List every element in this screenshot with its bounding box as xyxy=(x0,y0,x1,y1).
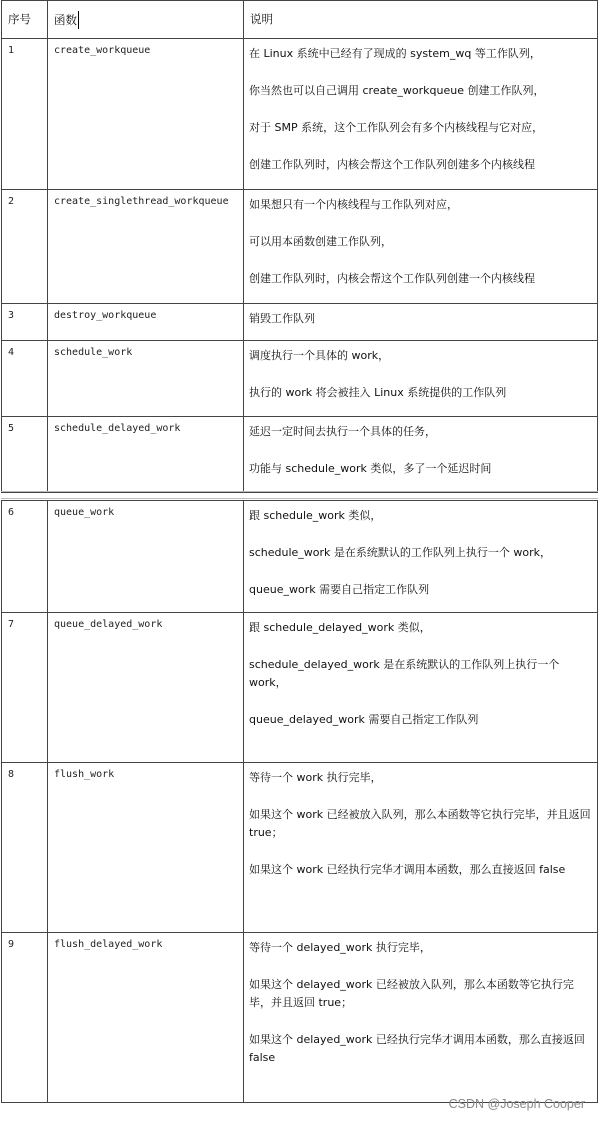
header-function-label: 函数 xyxy=(54,13,77,27)
page-break xyxy=(1,491,598,499)
description-line: schedule_delayed_work 是在系统默认的工作队列上执行一个 work， xyxy=(249,658,560,689)
row-index: 2 xyxy=(2,190,48,304)
row-index: 8 xyxy=(2,763,48,933)
function-name: flush_delayed_work xyxy=(48,933,244,1103)
description-line: 延迟一定时间去执行一个具体的任务， xyxy=(249,425,436,438)
function-table-part-2 xyxy=(1,500,598,1103)
description-line: 创建工作队列时，内核会帮这个工作队列创建多个内核线程 xyxy=(249,158,535,171)
description-line: 跟 schedule_delayed_work 类似， xyxy=(249,621,431,634)
function-name: create_singlethread_workqueue xyxy=(48,190,244,304)
table-row xyxy=(2,304,598,341)
function-description xyxy=(244,39,598,190)
function-name: destroy_workqueue xyxy=(48,304,244,341)
description-line: 对于 SMP 系统，这个工作队列会有多个内核线程与它对应， xyxy=(249,121,544,134)
description-line: 功能与 schedule_work 类似，多了一个延迟时间 xyxy=(249,462,492,475)
function-description xyxy=(244,501,598,613)
description-line: 如果这个 work 已经被放入队列，那么本函数等它执行完毕，并且返回 true； xyxy=(249,808,591,839)
header-function[interactable] xyxy=(48,1,244,39)
description-line: 销毁工作队列 xyxy=(249,312,315,325)
header-index: 序号 xyxy=(2,1,48,39)
description-line: 如果想只有一个内核线程与工作队列对应， xyxy=(249,198,458,211)
description-line: schedule_work 是在系统默认的工作队列上执行一个 work， xyxy=(249,546,552,559)
function-description xyxy=(244,613,598,763)
description-line: 你当然也可以自己调用 create_workqueue 创建工作队列， xyxy=(249,84,545,97)
description-line: 如果这个 work 已经执行完华才调用本函数，那么直接返回 false xyxy=(249,863,566,876)
description-line: queue_work 需要自己指定工作队列 xyxy=(249,583,430,596)
function-description xyxy=(244,417,598,493)
function-table-part-1 xyxy=(1,0,598,493)
description-line: 如果这个 delayed_work 已经执行完华才调用本函数，那么直接返回 false xyxy=(249,1033,585,1064)
function-description xyxy=(244,933,598,1103)
function-name: flush_work xyxy=(48,763,244,933)
function-description xyxy=(244,190,598,304)
description-line: 如果这个 delayed_work 已经被放入队列，那么本函数等它执行完毕，并且返回 true； xyxy=(249,978,574,1009)
table-row xyxy=(2,190,598,304)
function-name: queue_delayed_work xyxy=(48,613,244,763)
header-description: 说明 xyxy=(244,1,598,39)
row-index: 6 xyxy=(2,501,48,613)
description-line: 在 Linux 系统中已经有了现成的 system_wq 等工作队列， xyxy=(249,47,541,60)
row-index: 7 xyxy=(2,613,48,763)
row-index: 3 xyxy=(2,304,48,341)
description-line: 等待一个 delayed_work 执行完毕， xyxy=(249,941,431,954)
table-row xyxy=(2,763,598,933)
watermark: CSDN @Joseph Cooper xyxy=(448,1097,585,1111)
description-line: 调度执行一个具体的 work， xyxy=(249,349,390,362)
table-row xyxy=(2,39,598,190)
description-line: 执行的 work 将会被挂入 Linux 系统提供的工作队列 xyxy=(249,386,507,399)
function-name: queue_work xyxy=(48,501,244,613)
description-line: queue_delayed_work 需要自己指定工作队列 xyxy=(249,713,479,726)
function-name: create_workqueue xyxy=(48,39,244,190)
function-description xyxy=(244,341,598,417)
function-description xyxy=(244,304,598,341)
table-row xyxy=(2,933,598,1103)
description-line: 跟 schedule_work 类似， xyxy=(249,509,382,522)
function-name: schedule_delayed_work xyxy=(48,417,244,493)
description-line: 可以用本函数创建工作队列， xyxy=(249,235,392,248)
text-cursor xyxy=(78,11,79,29)
function-name: schedule_work xyxy=(48,341,244,417)
table-row xyxy=(2,417,598,493)
table-row xyxy=(2,613,598,763)
description-line: 创建工作队列时，内核会帮这个工作队列创建一个内核线程 xyxy=(249,272,535,285)
table-row xyxy=(2,501,598,613)
table-row xyxy=(2,341,598,417)
row-index: 5 xyxy=(2,417,48,493)
table-header-row xyxy=(2,1,598,39)
row-index: 4 xyxy=(2,341,48,417)
description-line: 等待一个 work 执行完毕， xyxy=(249,771,382,784)
row-index: 9 xyxy=(2,933,48,1103)
function-description xyxy=(244,763,598,933)
row-index: 1 xyxy=(2,39,48,190)
